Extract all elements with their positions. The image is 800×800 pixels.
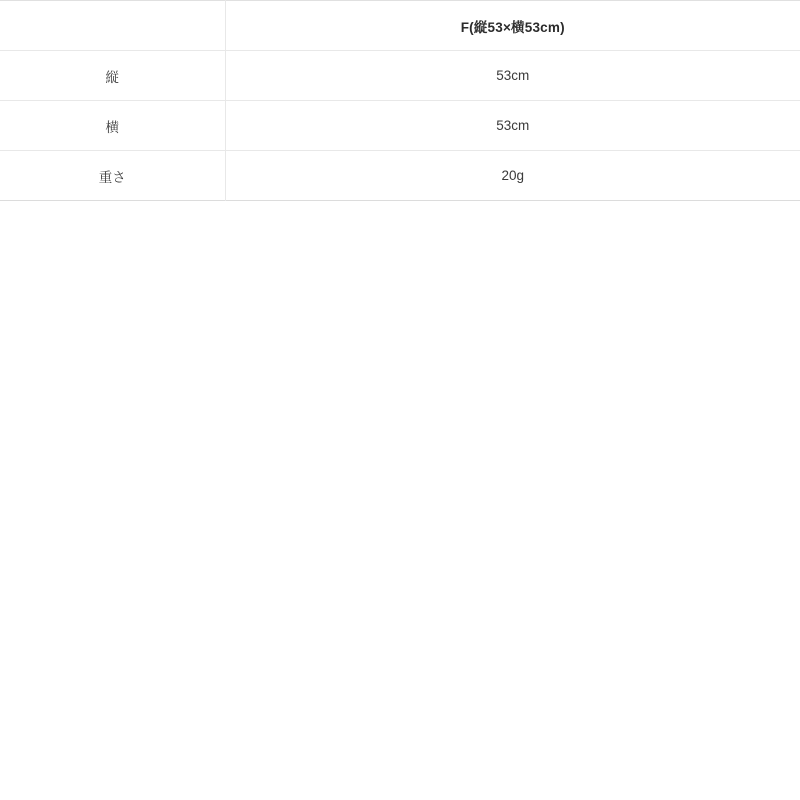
table-row xyxy=(0,151,800,201)
table-header-row xyxy=(0,1,800,51)
size-table xyxy=(0,0,800,201)
table-header xyxy=(0,1,800,51)
row-value-weight: 20g xyxy=(501,168,525,183)
table-header-size: F(縦53×横53cm) xyxy=(225,1,800,51)
row-label-width: 横 xyxy=(0,101,225,151)
row-label-length: 縦 xyxy=(0,51,225,101)
row-value-length: 53cm xyxy=(225,51,800,101)
row-value-width: 53cm xyxy=(225,101,800,151)
table-body xyxy=(0,51,800,201)
table-row xyxy=(0,101,800,151)
table-corner-cell xyxy=(0,1,225,51)
table-row xyxy=(0,51,800,101)
row-label-weight: 重さ xyxy=(0,151,225,201)
